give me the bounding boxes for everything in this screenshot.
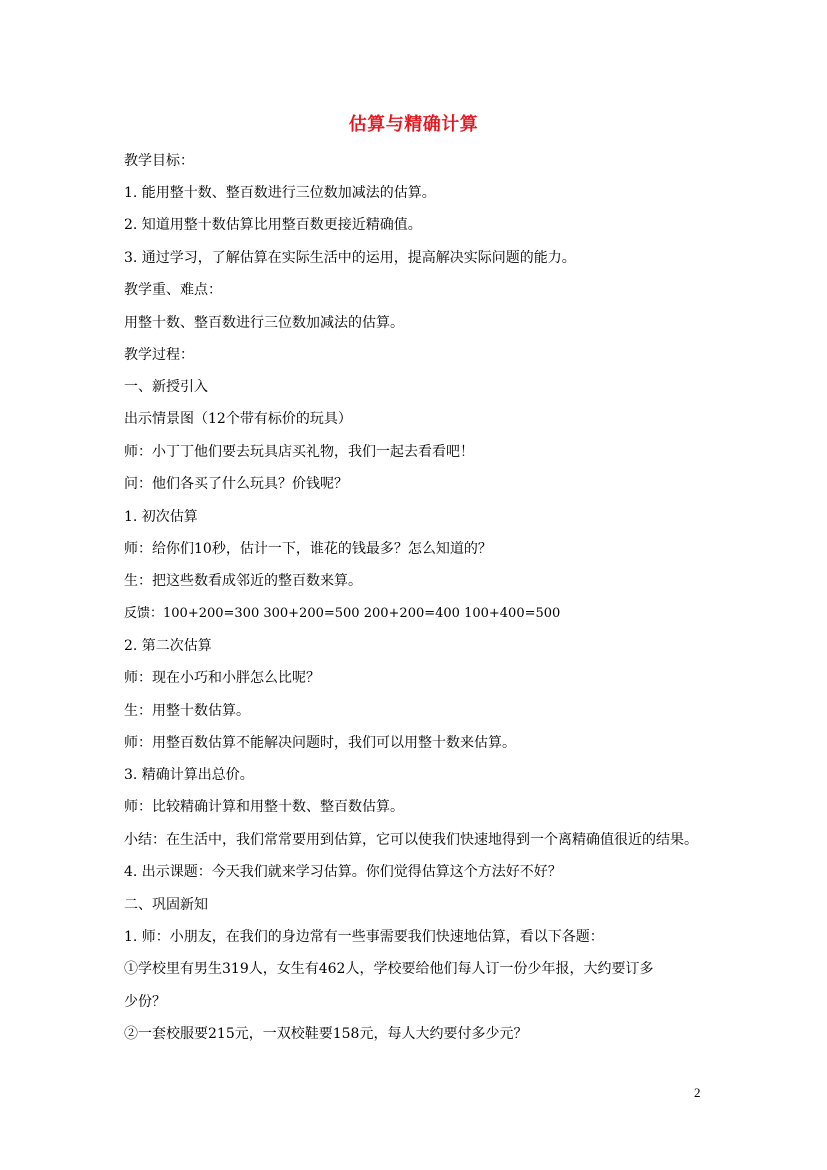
text-line: 2. 第二次估算 [124,638,212,654]
text-line: 教学目标： [124,153,194,169]
text-line: 4. 出示课题：今天我们就来学习估算。你们觉得估算这个方法好不好？ [124,864,562,880]
text-line: 3. 精确计算出总价。 [124,767,254,783]
text-line: 师：用整百数估算不能解决问题时，我们可以用整十数来估算。 [124,735,516,751]
text-line: ②一套校服要215元，一双校鞋要158元，每人大约要付多少元？ [124,1026,528,1042]
text-line: 生：把这些数看成邻近的整百数来算。 [124,573,362,589]
text-line: 1. 能用整十数、整百数进行三位数加减法的估算。 [124,185,436,201]
text-line: 师：比较精确计算和用整十数、整百数估算。 [124,799,404,815]
text-line: 1. 师：小朋友，在我们的身边常有一些事需要我们快速地估算，看以下各题： [124,929,604,945]
text-line: 反馈：100+200=300 300+200=500 200+200=400 100+400=500 [124,606,561,621]
text-line: 一、新授引入 [124,379,208,395]
page-number: 2 [694,1085,701,1100]
text-line: 问：他们各买了什么玩具？价钱呢？ [124,476,348,492]
text-line: 少份？ [124,994,166,1010]
text-line: 小结：在生活中，我们常常要用到估算，它可以使我们快速地得到一个离精确值很近的结果。 [124,832,698,848]
text-line: 1. 初次估算 [124,509,198,525]
text-line: 师：给你们10秒，估计一下，谁花的钱最多？怎么知道的？ [124,541,492,557]
text-line: ①学校里有男生319人，女生有462人，学校要给他们每人订一份少年报，大约要订多 [124,961,654,977]
text-line: 师：现在小巧和小胖怎么比呢？ [124,670,320,686]
text-line: 教学过程： [124,347,194,363]
text-line: 生：用整十数估算。 [124,703,250,719]
document-title: 估算与精确计算 [348,114,479,135]
text-line: 教学重、难点： [124,282,222,298]
text-line: 师：小丁丁他们要去玩具店买礼物，我们一起去看看吧！ [124,444,474,460]
text-line: 2. 知道用整十数估算比用整百数更接近精确值。 [124,217,422,233]
text-line: 3. 通过学习，了解估算在实际生活中的运用，提高解决实际问题的能力。 [124,250,576,266]
text-line: 二、巩固新知 [124,897,208,913]
text-line: 用整十数、整百数进行三位数加减法的估算。 [124,315,404,331]
text-line: 出示情景图（12个带有标价的玩具） [124,411,352,427]
